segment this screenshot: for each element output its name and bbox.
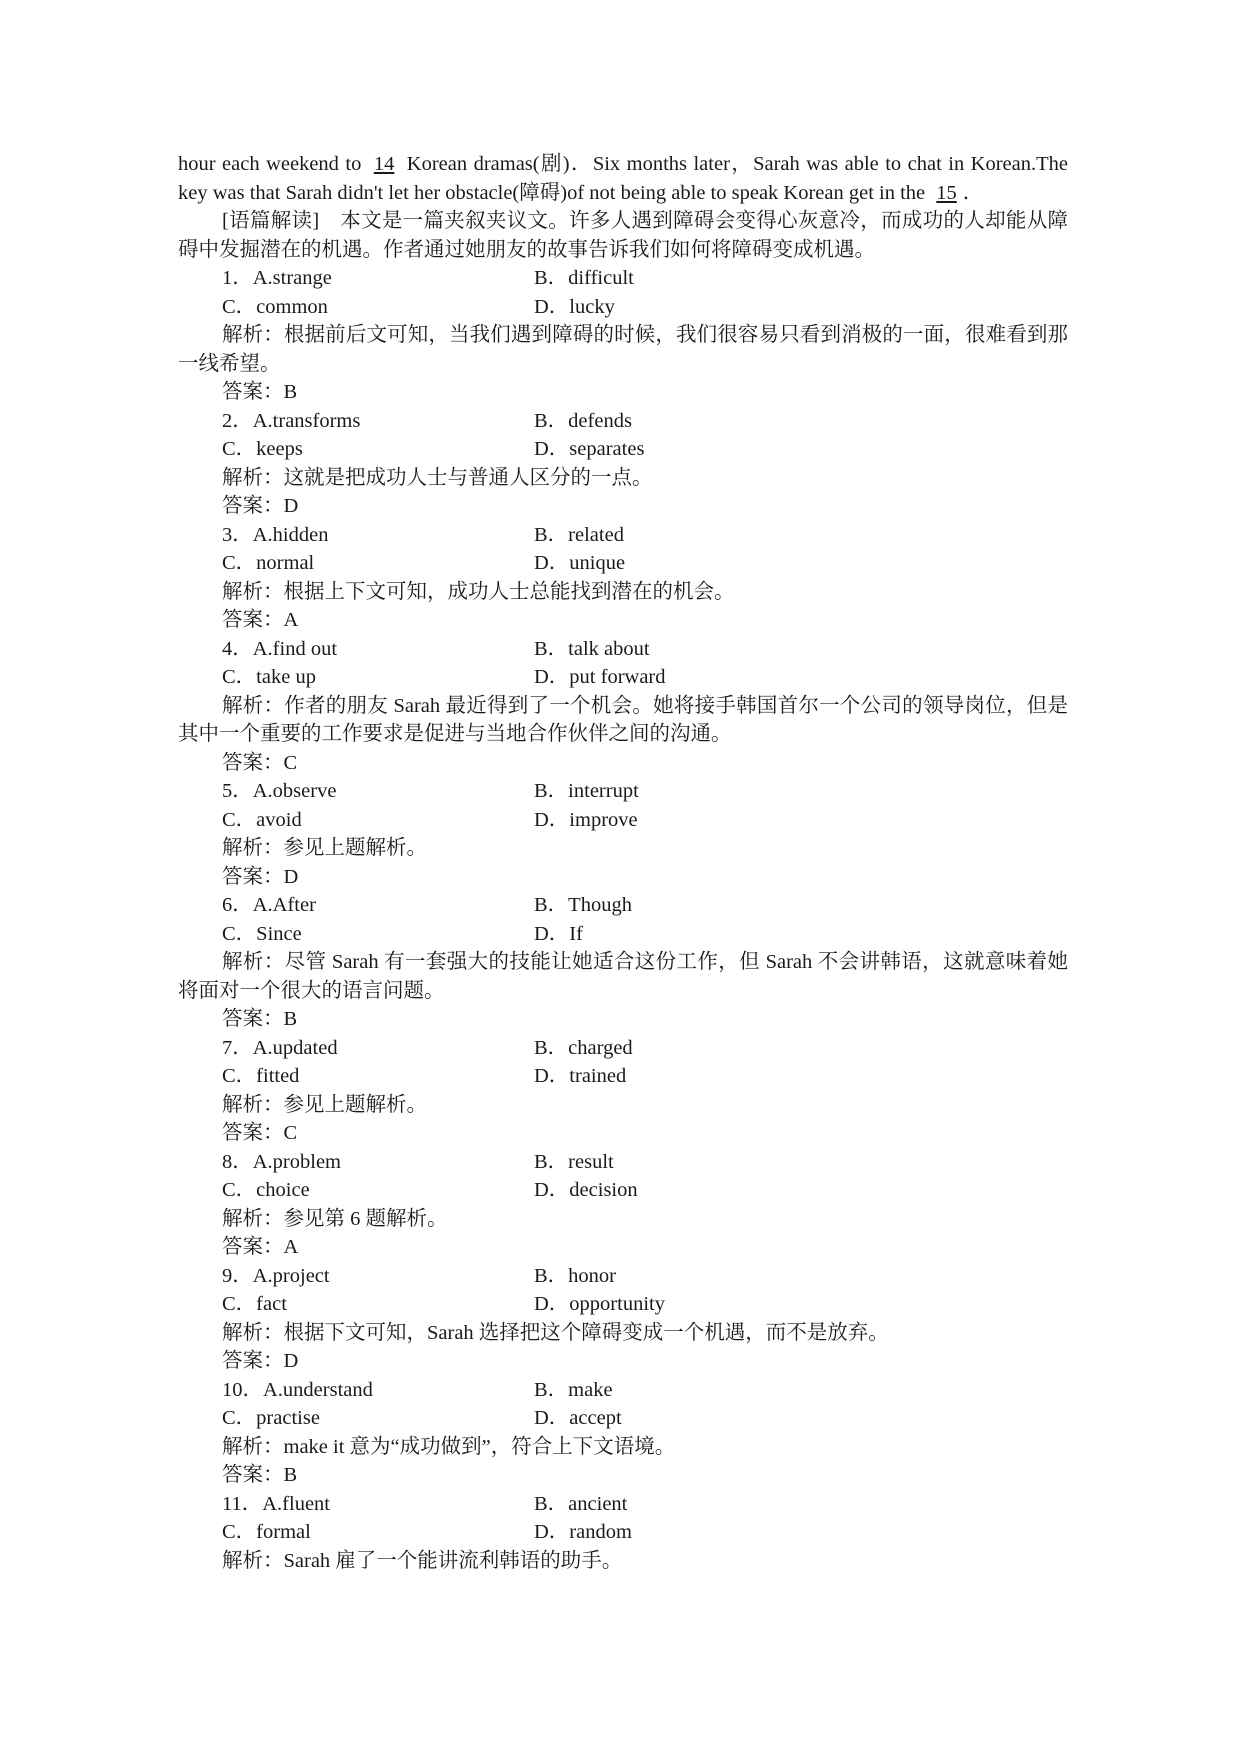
option-d: D．improve [534, 808, 638, 831]
option-a: 11．A.fluent [222, 1492, 330, 1515]
option-b: B．make [534, 1378, 613, 1401]
option-b: B．ancient [534, 1492, 628, 1515]
option-c: C．common [222, 295, 328, 318]
question-list [178, 264, 1068, 1575]
question-item [178, 777, 1068, 891]
answer-text: 答案：D [222, 1350, 299, 1372]
question-item [178, 1148, 1068, 1262]
analysis-text: 解析：尽管 Sarah 有一套强大的技能让她适合这份工作，但 Sarah 不会讲韩语，这就意味着她将面对一个很大的语言问题。 [178, 951, 1068, 1002]
answer-text: 答案：D [222, 865, 299, 888]
options-row [178, 435, 1068, 464]
analysis-text: 解析：参见上题解析。 [222, 1093, 427, 1116]
passage-end: ． [962, 181, 984, 204]
answer-text: 答案：C [222, 1122, 298, 1144]
summary-label: [语篇解读] [222, 210, 320, 232]
question-item [178, 407, 1068, 521]
option-c: C．normal [222, 552, 315, 574]
option-b: B．interrupt [534, 780, 639, 802]
option-a: 4．A.find out [222, 637, 338, 660]
question-item [178, 521, 1068, 635]
options-row [178, 521, 1068, 550]
options-row [178, 1290, 1068, 1319]
option-d: D．trained [534, 1065, 627, 1087]
analysis-text: 解析：参见上题解析。 [222, 837, 427, 859]
options-row [178, 264, 1068, 293]
passage-summary [178, 207, 1068, 264]
option-b: B．honor [534, 1264, 616, 1287]
document-page [178, 150, 1068, 1575]
option-a: 8．A.problem [222, 1150, 341, 1173]
option-c: C．formal [222, 1521, 311, 1543]
options-row [178, 891, 1068, 920]
option-b: B．difficult [534, 267, 634, 289]
option-c: C．take up [222, 666, 316, 688]
option-c: C．practise [222, 1407, 320, 1429]
option-c: C．fitted [222, 1065, 300, 1087]
question-item [178, 1490, 1068, 1576]
analysis-text: 解析：根据下文可知，Sarah 选择把这个障碍变成一个机遇，而不是放弃。 [222, 1321, 889, 1344]
summary-text: 本文是一篇夹叙夹议文。许多人遇到障碍会变得心灰意冷，而成功的人却能从障碍中发掘潜在的机遇。作者通过她朋友的故事告诉我们如何将障碍变成机遇。 [178, 210, 1069, 261]
passage-text [178, 150, 1068, 207]
analysis-text: 解析：Sarah 雇了一个能讲流利韩语的助手。 [222, 1549, 623, 1572]
analysis-text: 解析：参见第 6 题解析。 [222, 1207, 448, 1230]
answer-text: 答案：A [222, 1236, 299, 1258]
analysis-text: 解析：make it 意为“成功做到”，符合上下文语境。 [222, 1435, 676, 1458]
option-a: 5．A.observe [222, 780, 337, 802]
option-d: D．accept [534, 1407, 622, 1429]
answer-text: 答案：B [222, 381, 298, 403]
options-row [178, 635, 1068, 664]
option-a: 6．A.After [222, 894, 316, 916]
question-item [178, 264, 1068, 407]
option-d: D．lucky [534, 295, 615, 318]
analysis-text: 解析：根据前后文可知，当我们遇到障碍的时候，我们很容易只看到消极的一面，很难看到那一线希望。 [178, 324, 1068, 375]
options-row [178, 1176, 1068, 1205]
option-b: B．defends [534, 409, 632, 432]
question-item [178, 1034, 1068, 1148]
answer-text: 答案：A [222, 609, 299, 631]
option-d: D．If [534, 922, 583, 945]
blank-15: 15 [936, 181, 957, 204]
options-row [178, 407, 1068, 436]
analysis-text: 解析：根据上下文可知，成功人士总能找到潜在的机会。 [222, 580, 735, 603]
option-d: D．unique [534, 552, 626, 574]
option-c: C．Since [222, 922, 302, 945]
option-b: B．Though [534, 894, 632, 916]
options-row [178, 1062, 1068, 1091]
option-a: 1．A.strange [222, 267, 332, 289]
option-d: D．random [534, 1521, 632, 1543]
option-c: C．fact [222, 1293, 287, 1315]
options-row [178, 1262, 1068, 1291]
option-b: B．charged [534, 1036, 633, 1059]
answer-text: 答案：C [222, 751, 298, 774]
options-row [178, 293, 1068, 322]
question-item [178, 1376, 1068, 1490]
options-row [178, 663, 1068, 692]
passage-continuation: Korean dramas(剧)．Six months later，Sarah was able to chat in Korean.The key was that Sarah didn't let her obstacle(障碍)of not being able to speak Korean get in the [178, 153, 1068, 204]
option-a: 2．A.transforms [222, 409, 361, 432]
option-c: C．avoid [222, 808, 302, 831]
options-row [178, 549, 1068, 578]
option-c: C．choice [222, 1179, 310, 1201]
option-b: B．result [534, 1150, 614, 1173]
option-d: D．decision [534, 1179, 638, 1201]
option-b: B．talk about [534, 637, 650, 660]
options-row [178, 1034, 1068, 1063]
analysis-text: 解析：这就是把成功人士与普通人区分的一点。 [222, 466, 653, 489]
options-row [178, 1518, 1068, 1547]
question-item [178, 635, 1068, 778]
options-row [178, 806, 1068, 835]
blank-14: 14 [373, 153, 395, 175]
option-a: 7．A.updated [222, 1036, 338, 1059]
option-b: B．related [534, 523, 624, 546]
option-d: D．separates [534, 438, 645, 460]
option-a: 10．A.understand [222, 1378, 373, 1401]
question-item [178, 1262, 1068, 1376]
answer-text: 答案：B [222, 1464, 298, 1486]
option-d: D．put forward [534, 666, 666, 688]
option-a: 3．A.hidden [222, 523, 329, 546]
answer-text: 答案：B [222, 1008, 298, 1030]
option-d: D．opportunity [534, 1293, 665, 1315]
analysis-text: 解析：作者的朋友 Sarah 最近得到了一个机会。她将接手韩国首尔一个公司的领导岗位，但是其中一个重要的工作要求是促进与当地合作伙伴之间的沟通。 [178, 694, 1068, 745]
options-row [178, 920, 1068, 949]
options-row [178, 1376, 1068, 1405]
options-row [178, 1404, 1068, 1433]
passage-line1-start: hour each weekend to [178, 153, 368, 175]
answer-text: 答案：D [222, 495, 299, 517]
options-row [178, 1490, 1068, 1519]
question-item [178, 891, 1068, 1034]
option-c: C．keeps [222, 438, 303, 460]
options-row [178, 777, 1068, 806]
option-a: 9．A.project [222, 1264, 330, 1287]
options-row [178, 1148, 1068, 1177]
